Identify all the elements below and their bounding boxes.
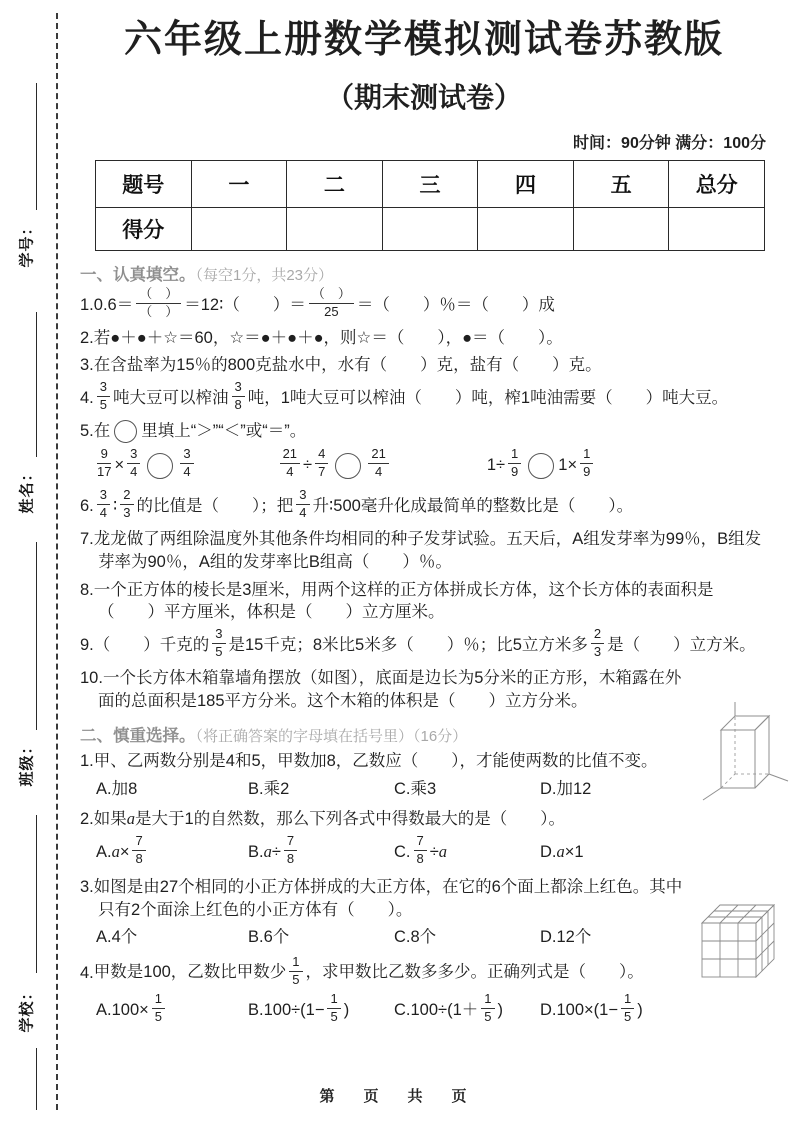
question-number: 2. (80, 328, 94, 347)
fraction: $\frac{2}{3}$ (120, 488, 133, 521)
fraction: $\frac{3}{4}$ (180, 447, 193, 480)
fraction: $\frac{1}{5}$ (289, 955, 302, 988)
question-number: 3. (80, 356, 94, 375)
seal-dashed-line (56, 13, 58, 1110)
question-body: 如果a是大于1的自然数，那么下列各式中得数最大的是（ ）。 (93, 809, 565, 829)
answer-circle (114, 420, 137, 443)
fraction: $\frac{21}{4}$ (368, 447, 388, 480)
question-body: 如图是由27个相同的小正方体拼成的大正方体，在它的6个面上都涂上红色。其中只有2个面涂上红色的小正方体有（ ）。 (93, 877, 683, 919)
question-s2-1 (80, 750, 768, 773)
question-number: 5. (80, 422, 94, 441)
fraction: $\frac{7}{8}$ (414, 834, 427, 867)
fraction: $\frac{3}{4}$ (296, 488, 309, 521)
option-c: C.100÷(1＋ $\frac{1}{5}$ ) (394, 991, 503, 1025)
exam-content (80, 20, 768, 1034)
score-cell (478, 207, 574, 250)
math-variable: a (263, 841, 272, 861)
score-cell (669, 207, 765, 250)
score-cell (191, 207, 287, 250)
fraction: $\frac{1}{5}$ (621, 992, 634, 1025)
question-number: 6. (80, 496, 94, 515)
question-body: 0.6＝ $\frac{( )}{( )}$ ＝12∶（ ）＝ $\frac{( )}{25}$ ＝（ ）％＝（ ）成 (93, 285, 555, 319)
fraction: $\frac{3}{5}$ (97, 380, 110, 413)
score-header-cell: 五 (573, 160, 669, 207)
option-a: A.100× $\frac{1}{5}$ (96, 994, 248, 1027)
page-title: 六年级上册数学模拟测试卷苏教版 (123, 19, 724, 61)
question-s2-2 (80, 808, 768, 831)
option-d: D.加12 (540, 780, 592, 799)
question-body: 龙龙做了两组除温度外其他条件均相同的种子发芽试验。五天后，A组发芽率为99％，B组发芽率为90％，A组的发芽率比B组高（ ）％。 (93, 529, 762, 571)
question-number: 1. (80, 752, 94, 771)
option-b: B.6个 (248, 928, 290, 947)
exam-meta: 时间：90分钟 满分：100分 (573, 134, 766, 152)
question-body: $\frac{3}{4}$ ∶ $\frac{2}{3}$ 的比值是（ ）；把 $\frac{3}{4}$ 升∶500毫升化成最简单的整数比是（ ）。 (94, 497, 633, 515)
seal-writing-line (36, 83, 37, 210)
section-2-heading (80, 722, 768, 746)
score-table-header-row (96, 160, 765, 207)
question-s1-1 (80, 285, 768, 322)
fraction: $\frac{4}{7}$ (315, 447, 328, 480)
math-variable: a (126, 809, 136, 829)
seal-writing-line (36, 312, 37, 457)
score-table (95, 160, 765, 251)
option-c: C.8个 (394, 928, 437, 947)
painted-cube-figure (696, 897, 788, 983)
comparison-expression-2: $\frac{21}{4}$ ÷ $\frac{4}{7}$ $\frac{21}{4}$ (277, 449, 392, 482)
question-number: 9. (80, 635, 94, 654)
score-cell (287, 207, 383, 250)
fraction: $\frac{3}{5}$ (212, 627, 225, 660)
comparison-row (80, 446, 768, 482)
fraction: $\frac{1}{5}$ (327, 992, 340, 1025)
fraction: $\frac{( )}{25}$ (309, 287, 354, 320)
question-body: 甲数是100，乙数比甲数少 $\frac{1}{5}$ ，求甲数比乙数多多少。正确列式是（ ）。 (93, 953, 644, 987)
question-s1-3 (80, 354, 768, 377)
math-variable: a (556, 842, 565, 862)
question-number: 8. (80, 580, 94, 599)
fraction: $\frac{9}{17}$ (97, 446, 112, 480)
score-header-cell: 二 (287, 160, 383, 207)
question-body: （ ）千克的 $\frac{3}{5}$ 是15千克；8米比5米多（ ）％；比5立方米多 $\frac{2}{3}$ 是（ ）立方米。 (93, 626, 756, 659)
section-2-note: （将正确答案的字母填在括号里）（16分） (195, 728, 468, 746)
question-body: $\frac{3}{5}$ 吨大豆可以榨油 $\frac{3}{8}$ 吨，1吨大豆可以榨油（ ）吨，榨1吨油需要（ ）吨大豆。 (94, 389, 728, 407)
answer-circle (528, 453, 554, 479)
question-number: 10. (80, 668, 103, 687)
question-number: 2. (80, 810, 94, 829)
score-cell (573, 207, 669, 250)
question-s1-10 (80, 667, 768, 713)
fraction: $\frac{3}{8}$ (232, 380, 245, 413)
option-c: C.乘3 (394, 780, 437, 799)
section-1-heading (80, 261, 768, 285)
fraction: $\frac{1}{5}$ (481, 992, 494, 1025)
section-1-note: （每空1分，共23分） (195, 266, 334, 284)
score-row-label: 得分 (96, 207, 192, 250)
seal-label-name: 姓名： (18, 465, 36, 514)
option-d: D.100×(1− $\frac{1}{5}$ ) (540, 991, 643, 1025)
score-header-cell: 题号 (96, 160, 192, 207)
option-a: A.加8 (96, 780, 138, 799)
math-variable: a (438, 841, 448, 861)
option-b: B.a÷ $\frac{7}{8}$ (248, 836, 394, 869)
fraction: $\frac{( )}{( )}$ (136, 287, 181, 320)
seal-writing-line (36, 542, 37, 730)
question-body: 甲、乙两数分别是4和5，甲数加8，乙数应（ ），才能使两数的比值不变。 (93, 752, 658, 771)
fraction: $\frac{1}{9}$ (508, 447, 521, 480)
question-number: 3. (80, 877, 94, 896)
fraction: $\frac{3}{4}$ (97, 488, 110, 521)
question-body: 若●＋●＋☆＝60，☆＝●＋●＋●，则☆＝（ ），●＝（ ）。 (93, 328, 563, 347)
question-s1-6 (80, 487, 768, 523)
question-s1-9 (80, 626, 768, 662)
question-s1-7 (80, 528, 768, 574)
option-c: C. $\frac{7}{8}$ ÷a (394, 833, 448, 866)
comparison-expression-1: $\frac{9}{17}$ × $\frac{3}{4}$ $\frac{3}{4}$ (94, 449, 197, 482)
options-s2-3 (80, 926, 768, 949)
fraction: $\frac{21}{4}$ (280, 447, 300, 480)
score-header-cell: 四 (478, 160, 574, 207)
option-b: B.乘2 (248, 780, 290, 799)
options-s2-2 (80, 833, 768, 869)
score-cell (382, 207, 478, 250)
question-s2-3 (80, 876, 768, 922)
question-s1-4 (80, 379, 768, 415)
question-number: 1. (80, 295, 94, 314)
fraction: $\frac{1}{9}$ (580, 447, 593, 480)
score-header-cell: 总分 (669, 160, 765, 207)
options-s2-4 (80, 991, 768, 1027)
question-s2-4 (80, 953, 768, 990)
answer-circle (147, 453, 173, 479)
seal-writing-line (36, 815, 37, 973)
question-number: 7. (80, 529, 94, 548)
seal-label-school: 学校： (18, 984, 36, 1033)
question-s1-8 (80, 579, 768, 625)
fraction: $\frac{2}{3}$ (591, 627, 604, 660)
page-subtitle: （期末测试卷） (325, 81, 522, 113)
question-number: 4. (80, 389, 94, 407)
option-a: A.a× $\frac{7}{8}$ (96, 836, 248, 869)
question-s1-2 (80, 327, 768, 350)
fraction: $\frac{3}{4}$ (127, 447, 140, 480)
option-a: A.4个 (96, 928, 138, 947)
fraction: $\frac{7}{8}$ (132, 834, 145, 867)
page-footer: 第 页 共 页 (319, 1088, 474, 1105)
answer-circle (335, 453, 361, 479)
question-body: 在 里填上“＞”“＜”或“＝”。 (94, 422, 306, 440)
question-body: 在含盐率为15％的800克盐水中，水有（ ）克，盐有（ ）克。 (93, 356, 602, 375)
fraction: $\frac{1}{5}$ (152, 992, 165, 1025)
seal-label-student-number: 学号： (18, 219, 36, 268)
section-1-title: 一、认真填空。 (80, 265, 196, 284)
option-d: D.a×1 (540, 842, 584, 862)
section-2-title: 二、慎重选择。 (80, 727, 196, 746)
score-header-cell: 一 (191, 160, 287, 207)
question-number: 4. (80, 963, 94, 982)
seal-label-class: 班级： (18, 738, 36, 787)
score-table-score-row (96, 207, 765, 250)
fraction: $\frac{7}{8}$ (284, 834, 297, 867)
question-s1-5 (80, 420, 768, 443)
question-body: 一个正方体的棱长是3厘米，用两个这样的正方体拼成长方体，这个长方体的表面积是（ ）平方厘米，体积是（ ）立方厘米。 (93, 580, 714, 622)
score-header-cell: 三 (382, 160, 478, 207)
options-s2-1 (80, 778, 768, 801)
option-d: D.12个 (540, 928, 592, 947)
cuboid-box-figure (701, 696, 791, 808)
comparison-expression-3: 1÷ $\frac{1}{9}$ 1× $\frac{1}{9}$ (487, 449, 597, 482)
option-b: B.100÷(1− $\frac{1}{5}$ ) (248, 991, 350, 1025)
math-variable: a (111, 841, 120, 861)
question-body: 一个长方体木箱靠墙角摆放（如图），底面是边长为5分米的正方形，木箱露在外面的总面积是185平方分米。这个木箱的体积是（ ）立方分米。 (98, 668, 682, 710)
